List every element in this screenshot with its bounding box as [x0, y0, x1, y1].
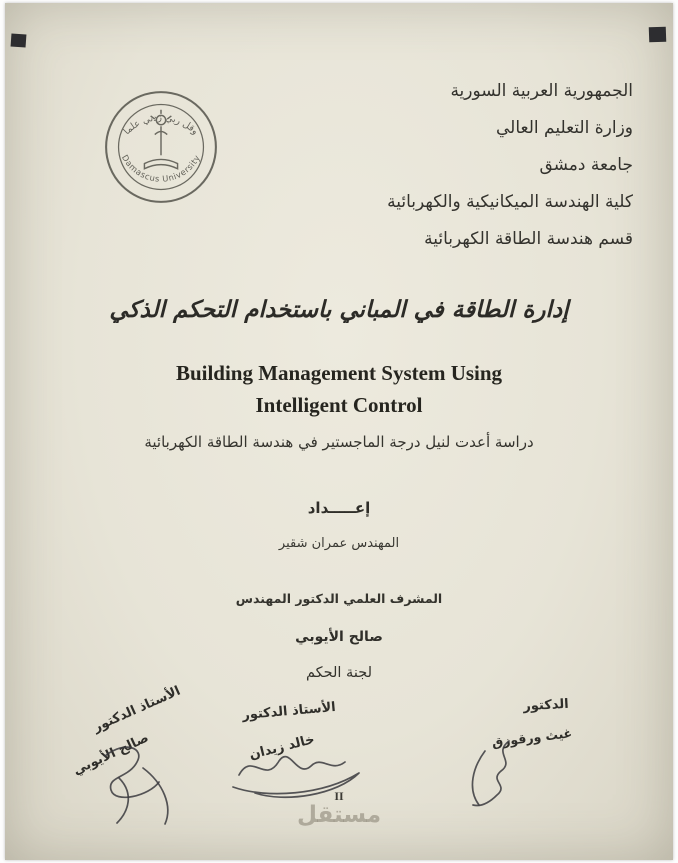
supervisor-name: صالح الأيوبي — [295, 629, 383, 645]
committee-member-1-title: الأستاذ الدكتور — [91, 683, 183, 736]
header-line-department: قسم هندسة الطاقة الكهربائية — [424, 229, 633, 249]
thesis-title-arabic: إدارة الطاقة في المباني باستخدام التحكم الذكي — [109, 297, 569, 323]
seal-top-text: وقل ربي زدني علما — [121, 112, 201, 138]
supervisor-heading: المشرف العلمي الدكتور المهندس — [235, 591, 443, 606]
damascus-university-seal — [103, 89, 219, 205]
signature-member-1 — [87, 736, 197, 828]
page-number: II — [334, 789, 344, 803]
preparation-heading: إعـــــداد — [307, 499, 371, 517]
committee-heading: لجنة الحكم — [305, 665, 372, 681]
scan-artifact-top-right — [649, 27, 667, 43]
scan-artifact-top-left — [11, 33, 27, 47]
header-line-university: جامعة دمشق — [539, 155, 633, 175]
header-line-country: الجمهورية العربية السورية — [450, 81, 633, 101]
committee-member-3-name: غيث ورقوزق — [491, 725, 573, 750]
committee-member-3-title: الدكتور — [522, 696, 570, 715]
institution-header — [303, 73, 633, 258]
committee-member-1-name: صالح الأيوبي — [70, 730, 152, 779]
thesis-title-english-line1: Building Management System Using — [175, 361, 503, 385]
thesis-subtitle: دراسة أعدت لنيل درجة الماجستير في هندسة الطاقة الكهربائية — [144, 433, 534, 451]
committee-member-2-title: الأستاذ الدكتور — [241, 699, 337, 724]
header-line-faculty: كلية الهندسة الميكانيكية والكهربائية — [387, 192, 633, 212]
header-line-ministry: وزارة التعليم العالي — [495, 118, 633, 138]
thesis-title-english-line2: Intelligent Control — [255, 393, 423, 417]
seal-bottom-text: Damascus University — [119, 152, 203, 184]
committee-member-2-name: خالد زيدان — [247, 732, 317, 763]
watermark: مستقل — [296, 802, 382, 828]
author-name: المهندس عمران شقير — [278, 536, 400, 551]
scanned-page — [5, 3, 673, 860]
